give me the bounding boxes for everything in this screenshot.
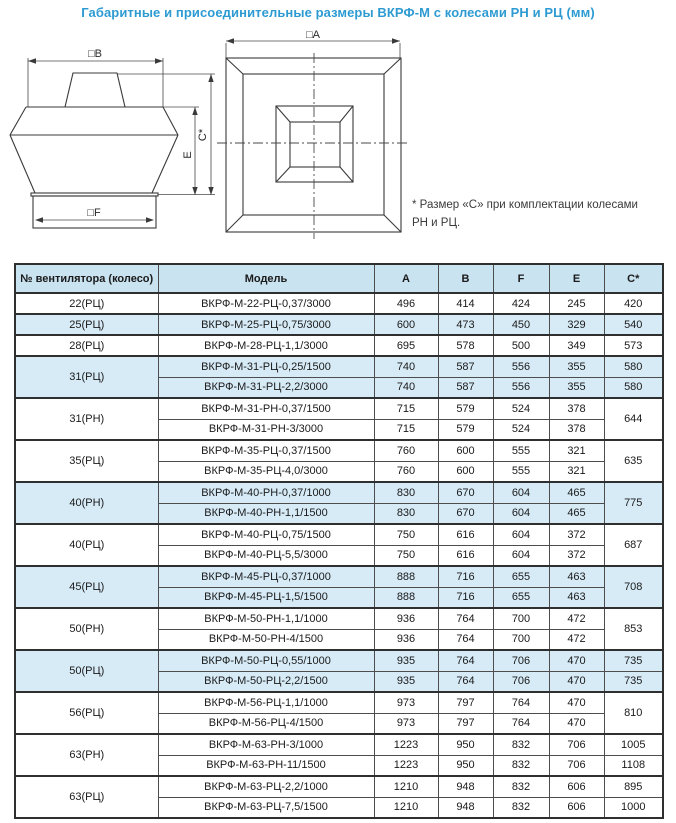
dim-b-cell: 600 <box>438 461 493 482</box>
header-a: A <box>374 264 438 293</box>
dim-c-cell: 540 <box>604 314 663 335</box>
table-row <box>15 440 663 461</box>
model-cell: ВКРФ-М-40-РЦ-0,75/1500 <box>158 524 374 545</box>
dim-e-cell: 606 <box>549 797 604 818</box>
dim-e-cell: 355 <box>549 377 604 398</box>
model-cell: ВКРФ-М-40-РЦ-5,5/3000 <box>158 545 374 566</box>
model-cell: ВКРФ-М-63-РН-11/1500 <box>158 755 374 776</box>
dim-c-merged-cell: 810 <box>604 692 663 734</box>
dim-c-cell: 735 <box>604 671 663 692</box>
model-cell: ВКРФ-М-31-РН-0,37/1500 <box>158 398 374 419</box>
dim-a-cell: 740 <box>374 356 438 377</box>
dim-c-merged-cell: 775 <box>604 482 663 524</box>
fan-side-view-drawing <box>6 28 220 250</box>
dim-b-cell: 797 <box>438 713 493 734</box>
dim-b-cell: 670 <box>438 503 493 524</box>
model-cell: ВКРФ-М-45-РЦ-0,37/1000 <box>158 566 374 587</box>
dim-e-cell: 349 <box>549 335 604 356</box>
fan-cell: 63(РЦ) <box>15 776 158 818</box>
dim-a-cell: 760 <box>374 461 438 482</box>
dim-e-cell: 470 <box>549 671 604 692</box>
dim-a-cell: 600 <box>374 314 438 335</box>
model-cell: ВКРФ-М-45-РЦ-1,5/1500 <box>158 587 374 608</box>
table-row <box>15 335 663 356</box>
dim-e-cell: 329 <box>549 314 604 335</box>
table-row <box>15 398 663 419</box>
table-header-row <box>15 264 663 293</box>
dim-f-cell: 556 <box>493 356 549 377</box>
dim-e-cell: 606 <box>549 776 604 797</box>
header-f: F <box>493 264 549 293</box>
table-row <box>15 314 663 335</box>
dim-c-cell: 573 <box>604 335 663 356</box>
dim-b-cell: 797 <box>438 692 493 713</box>
dim-f-cell: 604 <box>493 524 549 545</box>
model-cell: ВКРФ-М-31-РЦ-2,2/3000 <box>158 377 374 398</box>
model-cell: ВКРФ-М-56-РЦ-1,1/1000 <box>158 692 374 713</box>
dim-a-cell: 888 <box>374 587 438 608</box>
dim-f-cell: 655 <box>493 566 549 587</box>
dim-f-cell: 450 <box>493 314 549 335</box>
fan-cell: 63(РН) <box>15 734 158 776</box>
fan-cell: 22(РЦ) <box>15 293 158 314</box>
dim-c-cell: 580 <box>604 356 663 377</box>
dim-f-cell: 706 <box>493 671 549 692</box>
dim-e-cell: 465 <box>549 503 604 524</box>
model-cell: ВКРФ-М-50-РН-1,1/1000 <box>158 608 374 629</box>
dim-c-merged-cell: 635 <box>604 440 663 482</box>
fan-cell: 25(РЦ) <box>15 314 158 335</box>
dim-b-cell: 670 <box>438 482 493 503</box>
dim-a-cell: 936 <box>374 608 438 629</box>
dim-f-cell: 556 <box>493 377 549 398</box>
dim-e-cell: 245 <box>549 293 604 314</box>
dim-e-cell: 465 <box>549 482 604 503</box>
dim-b-cell: 579 <box>438 398 493 419</box>
dim-f-cell: 524 <box>493 398 549 419</box>
dim-e-cell: 470 <box>549 692 604 713</box>
model-cell: ВКРФ-М-31-РЦ-0,25/1500 <box>158 356 374 377</box>
model-cell: ВКРФ-М-50-РЦ-2,2/1500 <box>158 671 374 692</box>
fan-cell: 28(РЦ) <box>15 335 158 356</box>
dim-f-cell: 700 <box>493 608 549 629</box>
header-fan: № вентилятора (колесо) <box>15 264 158 293</box>
table-row <box>15 650 663 671</box>
dim-f-cell: 832 <box>493 797 549 818</box>
dim-b-cell: 764 <box>438 671 493 692</box>
table-row <box>15 524 663 545</box>
dim-label-a: □A <box>306 29 320 41</box>
dim-e-cell: 463 <box>549 587 604 608</box>
dim-c-merged-cell: 687 <box>604 524 663 566</box>
model-cell: ВКРФ-М-40-РН-0,37/1000 <box>158 482 374 503</box>
fan-cell: 40(РН) <box>15 482 158 524</box>
dim-f-cell: 764 <box>493 713 549 734</box>
table-row <box>15 608 663 629</box>
header-b: B <box>438 264 493 293</box>
dim-e-cell: 378 <box>549 419 604 440</box>
dim-f-cell: 500 <box>493 335 549 356</box>
dim-a-cell: 830 <box>374 503 438 524</box>
dim-f-cell: 764 <box>493 692 549 713</box>
model-cell: ВКРФ-М-28-РЦ-1,1/3000 <box>158 335 374 356</box>
table-row <box>15 566 663 587</box>
dim-a-cell: 695 <box>374 335 438 356</box>
dim-b-cell: 616 <box>438 545 493 566</box>
model-cell: ВКРФ-М-35-РЦ-4,0/3000 <box>158 461 374 482</box>
dim-a-cell: 1210 <box>374 776 438 797</box>
dim-b-cell: 764 <box>438 608 493 629</box>
dim-a-cell: 1223 <box>374 734 438 755</box>
dim-f-cell: 700 <box>493 629 549 650</box>
dim-a-cell: 1210 <box>374 797 438 818</box>
dim-c-cell: 1000 <box>604 797 663 818</box>
dim-e-cell: 463 <box>549 566 604 587</box>
table-row <box>15 293 663 314</box>
fan-cell: 31(РЦ) <box>15 356 158 398</box>
dim-a-cell: 760 <box>374 440 438 461</box>
model-cell: ВКРФ-М-35-РЦ-0,37/1500 <box>158 440 374 461</box>
dim-e-cell: 355 <box>549 356 604 377</box>
dim-c-merged-cell: 708 <box>604 566 663 608</box>
dim-b-cell: 950 <box>438 734 493 755</box>
dim-f-cell: 524 <box>493 419 549 440</box>
dim-c-cell: 1005 <box>604 734 663 755</box>
dim-b-cell: 579 <box>438 419 493 440</box>
dim-f-cell: 655 <box>493 587 549 608</box>
header-model: Модель <box>158 264 374 293</box>
dim-c-cell: 420 <box>604 293 663 314</box>
table-row <box>15 734 663 755</box>
model-cell: ВКРФ-М-50-РН-4/1500 <box>158 629 374 650</box>
model-cell: ВКРФ-М-56-РЦ-4/1500 <box>158 713 374 734</box>
dim-b-cell: 414 <box>438 293 493 314</box>
dim-e-cell: 472 <box>549 608 604 629</box>
dim-a-cell: 936 <box>374 629 438 650</box>
model-cell: ВКРФ-М-63-РЦ-2,2/1000 <box>158 776 374 797</box>
dim-e-cell: 470 <box>549 713 604 734</box>
dim-f-cell: 555 <box>493 440 549 461</box>
dim-f-cell: 832 <box>493 734 549 755</box>
dim-c-cell: 1108 <box>604 755 663 776</box>
model-cell: ВКРФ-М-63-РЦ-7,5/1500 <box>158 797 374 818</box>
dim-c-cell: 735 <box>604 650 663 671</box>
footnote-line2: РН и РЦ. <box>412 216 461 229</box>
dim-a-cell: 830 <box>374 482 438 503</box>
dim-a-cell: 715 <box>374 398 438 419</box>
dim-e-cell: 321 <box>549 440 604 461</box>
dim-f-cell: 604 <box>493 503 549 524</box>
dim-b-cell: 764 <box>438 629 493 650</box>
dim-a-cell: 715 <box>374 419 438 440</box>
dim-a-cell: 496 <box>374 293 438 314</box>
dim-b-cell: 578 <box>438 335 493 356</box>
fan-cell: 40(РЦ) <box>15 524 158 566</box>
dim-e-cell: 372 <box>549 524 604 545</box>
footnote <box>412 197 668 233</box>
dim-c-merged-cell: 644 <box>604 398 663 440</box>
dim-e-cell: 706 <box>549 734 604 755</box>
dim-b-cell: 473 <box>438 314 493 335</box>
dim-label-b: □B <box>88 48 102 60</box>
dim-b-cell: 948 <box>438 797 493 818</box>
dim-a-cell: 973 <box>374 713 438 734</box>
dim-f-cell: 604 <box>493 482 549 503</box>
dim-e-cell: 321 <box>549 461 604 482</box>
model-cell: ВКРФ-М-31-РН-3/3000 <box>158 419 374 440</box>
dim-e-cell: 372 <box>549 545 604 566</box>
dimensions-table <box>14 263 664 819</box>
dim-c-cell: 580 <box>604 377 663 398</box>
fan-cell: 45(РЦ) <box>15 566 158 608</box>
fan-cell: 56(РЦ) <box>15 692 158 734</box>
dim-c-merged-cell: 853 <box>604 608 663 650</box>
model-cell: ВКРФ-М-40-РН-1,1/1500 <box>158 503 374 524</box>
dim-label-c-side: C* <box>197 128 209 142</box>
dim-b-cell: 600 <box>438 440 493 461</box>
dim-e-cell: 378 <box>549 398 604 419</box>
dim-label-e: E <box>182 151 194 159</box>
dim-b-cell: 616 <box>438 524 493 545</box>
dim-e-cell: 470 <box>549 650 604 671</box>
dim-a-cell: 935 <box>374 671 438 692</box>
dim-c-cell: 895 <box>604 776 663 797</box>
dim-a-cell: 935 <box>374 650 438 671</box>
fan-cell: 50(РН) <box>15 608 158 650</box>
header-c: C* <box>604 264 663 293</box>
footnote-line1: * Размер «С» при комплектации колесами <box>412 199 638 211</box>
dim-b-cell: 716 <box>438 566 493 587</box>
page-title: Габаритные и присоединительные размеры ВКРФ-М с колесами РН и РЦ (мм) <box>81 5 595 20</box>
dim-f-cell: 555 <box>493 461 549 482</box>
dim-a-cell: 740 <box>374 377 438 398</box>
dim-f-cell: 832 <box>493 776 549 797</box>
dim-b-cell: 764 <box>438 650 493 671</box>
dim-e-cell: 706 <box>549 755 604 776</box>
table-row <box>15 482 663 503</box>
model-cell: ВКРФ-М-63-РН-3/1000 <box>158 734 374 755</box>
dim-e-cell: 472 <box>549 629 604 650</box>
table-row <box>15 692 663 713</box>
model-cell: ВКРФ-М-25-РЦ-0,75/3000 <box>158 314 374 335</box>
dim-f-cell: 832 <box>493 755 549 776</box>
fan-cell: 31(РН) <box>15 398 158 440</box>
fan-top-view-drawing <box>216 28 412 250</box>
table-row <box>15 356 663 377</box>
dim-a-cell: 1223 <box>374 755 438 776</box>
table-row <box>15 776 663 797</box>
dim-b-cell: 716 <box>438 587 493 608</box>
dim-a-cell: 888 <box>374 566 438 587</box>
dim-a-cell: 750 <box>374 545 438 566</box>
dim-f-cell: 604 <box>493 545 549 566</box>
dim-label-f: □F <box>87 207 101 219</box>
dim-f-cell: 706 <box>493 650 549 671</box>
header-e: E <box>549 264 604 293</box>
dim-a-cell: 973 <box>374 692 438 713</box>
dim-a-cell: 750 <box>374 524 438 545</box>
dim-b-cell: 950 <box>438 755 493 776</box>
fan-cell: 50(РЦ) <box>15 650 158 692</box>
model-cell: ВКРФ-М-50-РЦ-0,55/1000 <box>158 650 374 671</box>
dim-f-cell: 424 <box>493 293 549 314</box>
fan-cell: 35(РЦ) <box>15 440 158 482</box>
dim-b-cell: 587 <box>438 356 493 377</box>
model-cell: ВКРФ-М-22-РЦ-0,37/3000 <box>158 293 374 314</box>
dim-b-cell: 948 <box>438 776 493 797</box>
dim-b-cell: 587 <box>438 377 493 398</box>
